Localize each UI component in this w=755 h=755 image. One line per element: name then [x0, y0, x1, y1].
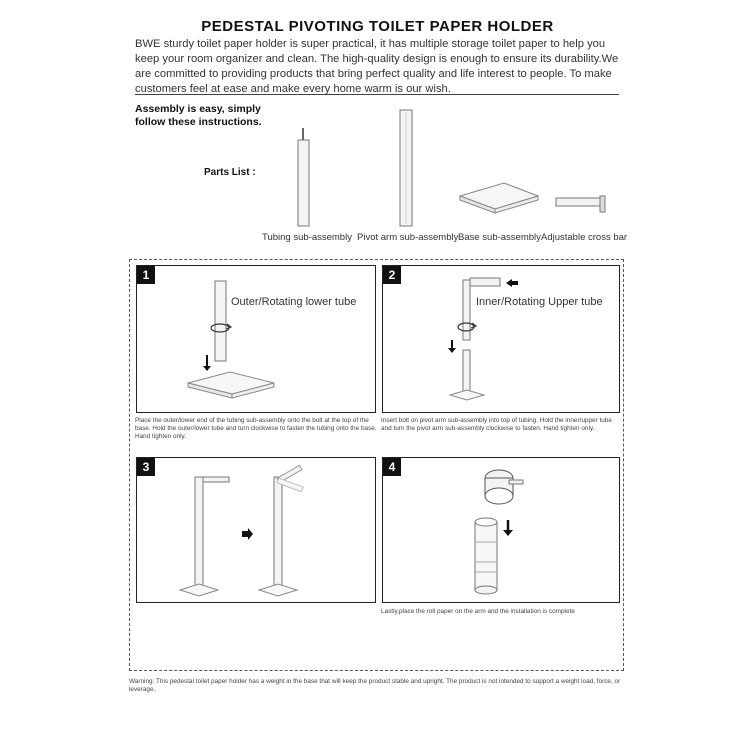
- page-title: PEDESTAL PIVOTING TOILET PAPER HOLDER: [201, 18, 554, 35]
- step-3-number: 3: [137, 458, 155, 476]
- step-1-description: Place the outer/lower end of the tubing sub-assembly onto the bolt at the top of the base. Hold the outer/lower tube and turn clockwise to fasten the tubing onto the base. Hand tighten only.: [135, 417, 377, 441]
- part-caption: Adjustable cross bar: [541, 232, 628, 243]
- step-4-description: Lastly,place the roll paper on the arm and the installation is complete: [381, 608, 575, 615]
- intro-paragraph: BWE sturdy toilet paper holder is super practical, it has multiple storage toilet paper to help you keep your room organizer and clean. The high-quality design is enough to ensure its durability.We are committed to providing products that bring perfect quality and life interest to people. To make customers feel at ease and make every home warm is our wish.: [135, 38, 619, 95]
- step-2-label: Inner/Rotating Upper tube: [476, 296, 603, 308]
- step-3-illustration: [180, 465, 303, 596]
- step-4-number: 4: [383, 458, 401, 476]
- left-arrow-icon: [506, 279, 518, 287]
- step-1-number: 1: [137, 266, 155, 284]
- part-caption: Tubing sub-assembly: [262, 232, 352, 243]
- step-1-label: Outer/Rotating lower tube: [231, 296, 357, 308]
- assembly-note: Assembly is easy, simply follow these instructions.: [135, 103, 262, 128]
- part-caption: Base sub-assembly: [458, 232, 541, 243]
- step-1-illustration: [188, 281, 274, 398]
- right-arrow-icon: [242, 528, 253, 540]
- parts-list-label: Parts List :: [204, 167, 256, 178]
- warning-text: Warning: This pedestal toilet paper holder has a weight in the base that will keep the product stable and upright. The product is not intended to support a weight load, force, or leverage.: [129, 678, 621, 694]
- step-4-illustration: [475, 470, 523, 594]
- step-2-description: Insert bolt on pivot arm sub-assembly into top of tubing. Hold the inner/upper tube and turn the pivot arm sub-assembly clockwise to fasten. Hand tighten only.: [381, 417, 612, 433]
- part-caption: Pivot arm sub-assembly: [357, 232, 459, 243]
- step-2-illustration: [448, 278, 518, 400]
- step-2-number: 2: [383, 266, 401, 284]
